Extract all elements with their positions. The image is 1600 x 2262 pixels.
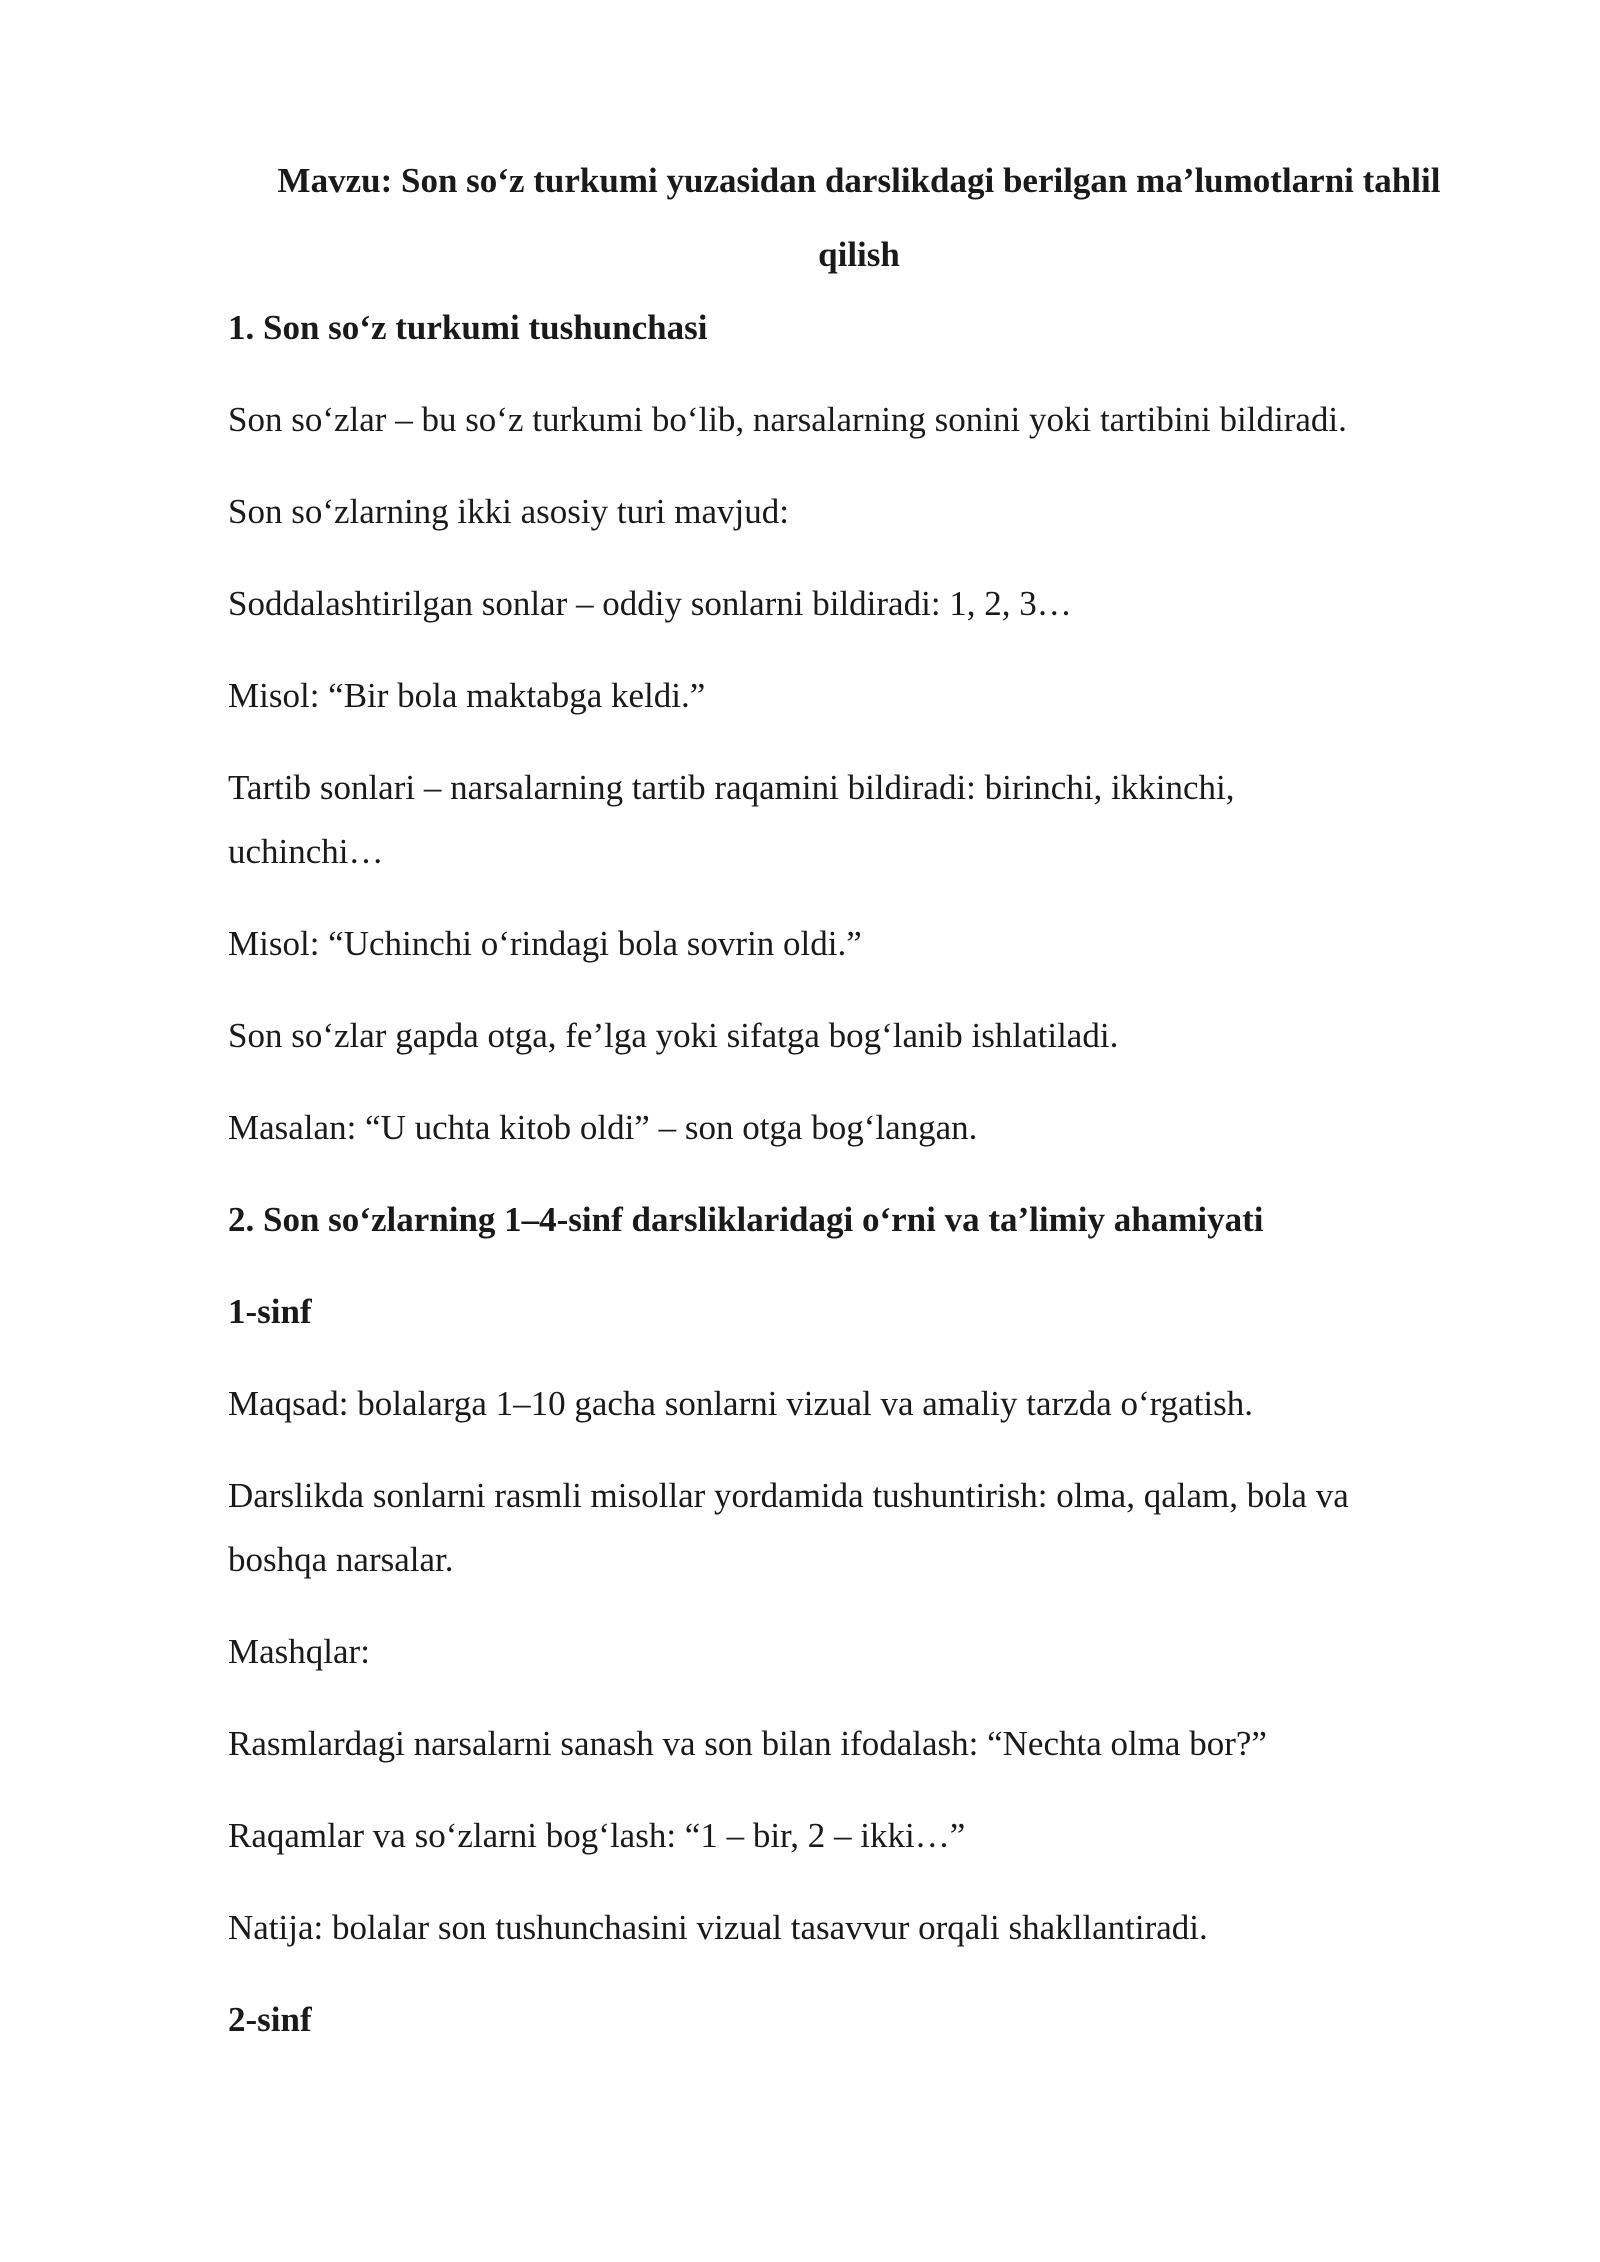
- grade-2-heading: 2-sinf: [228, 2000, 312, 2039]
- section-1-heading: 1. Son so‘z turkumi tushunchasi: [228, 308, 708, 347]
- paragraph: Raqamlar va so‘zlarni bog‘lash: “1 – bir, 2 – ikki…”: [228, 1816, 966, 1855]
- grade-1-heading: 1-sinf: [228, 1292, 312, 1331]
- paragraph: Son so‘zlarning ikki asosiy turi mavjud:: [228, 492, 789, 531]
- document-title: [228, 144, 1490, 292]
- paragraph: Misol: “Bir bola maktabga keldi.”: [228, 676, 706, 715]
- paragraph: Darslikda sonlarni rasmli misollar yordamida tushuntirish: olma, qalam, bola va: [228, 1476, 1349, 1515]
- paragraph: Maqsad: bolalarga 1–10 gacha sonlarni vizual va amaliy tarzda o‘rgatish.: [228, 1384, 1254, 1423]
- title-line-2: qilish: [818, 235, 900, 274]
- paragraph: Son so‘zlar gapda otga, fe’lga yoki sifatga bog‘lanib ishlatiladi.: [228, 1016, 1119, 1055]
- paragraph: Tartib sonlari – narsalarning tartib raqamini bildiradi: birinchi, ikkinchi,: [228, 768, 1235, 807]
- paragraph-continuation: boshqa narsalar.: [228, 1540, 454, 1579]
- title-line-1: Mavzu: Son so‘z turkumi yuzasidan darslikdagi berilgan ma’lumotlarni tahlil: [277, 161, 1441, 200]
- paragraph: Mashqlar:: [228, 1632, 370, 1671]
- paragraph: Rasmlardagi narsalarni sanash va son bilan ifodalash: “Nechta olma bor?”: [228, 1724, 1267, 1763]
- paragraph: Natija: bolalar son tushunchasini vizual tasavvur orqali shakllantiradi.: [228, 1908, 1208, 1947]
- paragraph: Soddalashtirilgan sonlar – oddiy sonlarni bildiradi: 1, 2, 3…: [228, 584, 1072, 623]
- paragraph: Masalan: “U uchta kitob oldi” – son otga bog‘langan.: [228, 1108, 978, 1147]
- paragraph-continuation: uchinchi…: [228, 832, 384, 871]
- paragraph: Misol: “Uchinchi o‘rindagi bola sovrin oldi.”: [228, 924, 862, 963]
- section-2-heading: 2. Son so‘zlarning 1–4-sinf darsliklaridagi o‘rni va ta’limiy ahamiyati: [228, 1200, 1264, 1239]
- paragraph: Son so‘zlar – bu so‘z turkumi bo‘lib, narsalarning sonini yoki tartibini bildiradi.: [228, 400, 1347, 439]
